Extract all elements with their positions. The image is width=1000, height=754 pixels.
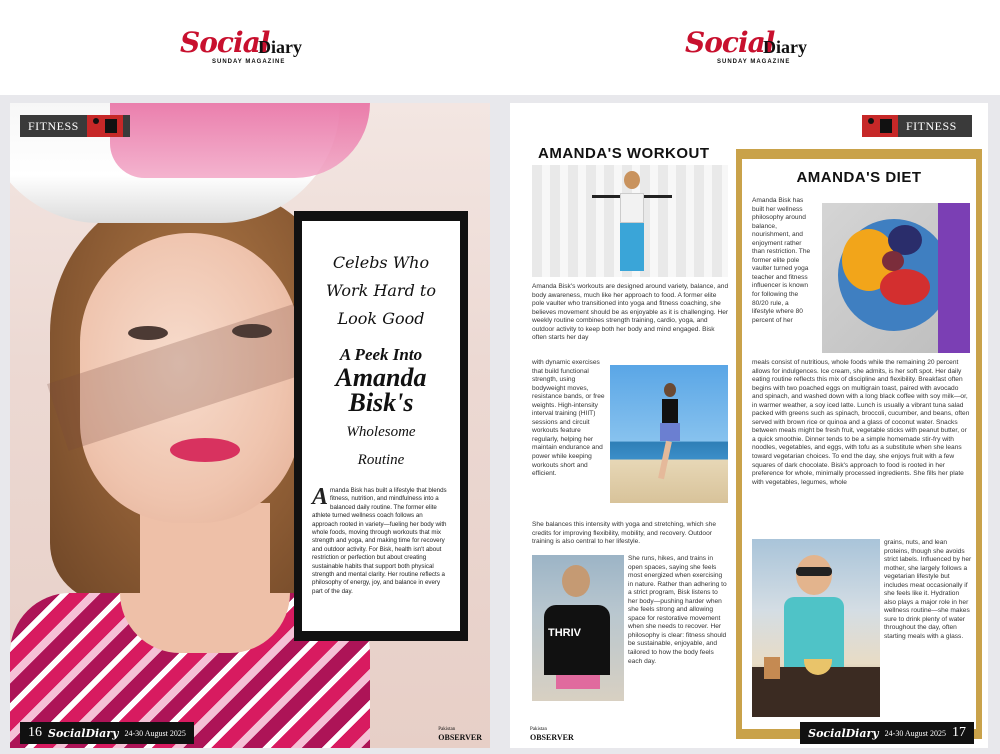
portrait-eye-left: [128, 326, 168, 340]
left-page: [10, 103, 490, 748]
script-title-2: Work Hard to: [326, 281, 436, 300]
name-heading-2: Bisk's: [348, 388, 414, 417]
logo-subtitle: SUNDAY MAGAZINE: [212, 59, 286, 65]
photo-smoothie-bowl: [822, 203, 970, 353]
diet-heading: AMANDA'S DIET: [796, 169, 922, 186]
photo-thrive-shirt: [532, 555, 624, 701]
logo-social: Social: [180, 26, 270, 59]
fitness-figures-icon: [862, 115, 898, 137]
script-title-3: Look Good: [337, 309, 425, 328]
name-heading-1: Amanda: [335, 363, 427, 392]
person-shorts: [556, 675, 600, 689]
section-label: FITNESS: [906, 118, 957, 133]
right-page: [510, 103, 988, 748]
logo-diary: Diary: [258, 37, 302, 57]
photo-beach-jump: [610, 365, 728, 503]
folio-brand: SocialDiary: [48, 726, 119, 740]
folio-left: [20, 722, 194, 744]
section-tag-fitness: [20, 115, 130, 137]
lead-paragraph: [302, 484, 460, 596]
publisher-mark: [530, 726, 574, 742]
portrait-eye-right: [232, 324, 272, 338]
publisher-small: Pakistan: [530, 727, 547, 732]
publisher-mark: [438, 726, 482, 742]
subtitle-1: Wholesome: [346, 424, 416, 440]
page-number: 16: [28, 725, 42, 740]
sunglasses: [796, 567, 832, 576]
logo-subtitle: SUNDAY MAGAZINE: [717, 59, 791, 65]
workout-paragraph-2: with dynamic exercises that build functional strength, using bodyweight moves, resistance bands, or free weights. High-intensity interval training (HIIT) sessions and circuit workouts feature regularly, helping her maintain endurance and power while keeping workouts short and efficient.: [532, 359, 605, 478]
jumping-figure: [654, 383, 686, 479]
logo-diary: Diary: [763, 37, 807, 57]
workout-paragraph-1: Amanda Bisk's workouts are designed around variety, balance, and body awareness, much like her approach to food. A former elite pole vaulter who transitioned into yoga and fitness coaching, she believes movement should be as enjoyable as it is challenging. Her weekly routine combines strength training, cardio, yoga, and outdoor activity to keep both her body and mind engaged. Bisk often starts her day: [532, 283, 729, 342]
social-diary-logo-right: [685, 26, 825, 66]
workout-heading: AMANDA'S WORKOUT: [538, 145, 710, 162]
diet-sidebar: [736, 149, 982, 739]
section-tag-fitness: [862, 115, 972, 137]
publisher-small: Pakistan: [438, 727, 456, 732]
title-card: [294, 211, 468, 641]
workout-paragraph-3: She balances this intensity with yoga and stretching, which she credits for improving flexibility, mobility, and recovery. Outdoor training is also central to her lifestyle.: [532, 521, 716, 546]
page-number: 17: [952, 725, 966, 740]
script-title-1: Celebs Who: [332, 253, 430, 272]
subtitle-2: Routine: [357, 452, 405, 468]
person-shirt: [544, 605, 610, 675]
lead-text: manda Bisk has built a lifestyle that blends fitness, nutrition, and mindfulness into a balanced daily routine. The former elite athlete turned wellness coach follows an approach rooted in variety—fueling her body with whole foods, moving through workouts that mix strength and yoga, and making time for recovery and outdoor activity. For Bisk, health isn't about restriction or perfection but about creating sustainable habits that support both physical strength and mental clarity. Her routine reflects a philosophy of energy, joy, and balance in every part of the day.: [312, 487, 447, 595]
folio-brand: SocialDiary: [808, 726, 879, 740]
person-head: [562, 565, 590, 597]
fig-fruit: [882, 251, 904, 271]
title-card-inner: [302, 221, 460, 631]
folio-date: 24-30 August 2025: [884, 728, 946, 738]
diet-paragraph-1: Amanda Bisk has built her wellness philosophy around balance, nourishment, and enjoyment rather than restriction. The former elite pole vaulter turned yoga teacher and fitness influencer is known for following the 80/20 rule, a lifestyle where 80 percent of her: [752, 197, 811, 324]
sleeve: [938, 203, 970, 353]
person-top: [784, 597, 844, 667]
logo-social: Social: [685, 26, 775, 59]
diet-paragraph-2: meals consist of nutritious, whole foods while the remaining 20 percent allows for indulgences. Ice cream, she admits, is her soft spot. Her daily eating routine reflects this mix of discipline and flexibility. Breakfast often begins with two poached eggs on multigrain toast, paired with avocado and spinach, and washed down with a long black coffee with soy milk—or, in warmer weather, a soy iced latte. Lunch is usually a vibrant tuna salad packed with greens such as spinach, broccoli, cucumber, and beans, often served with brown rice or quinoa and a glass of coconut water. Snacks between meals might be fresh fruit, vegetable sticks with peanut butter, or a quick smoothie. Dinner tends to be a simple homemade stir-fry with noodles, vegetables, and eggs, with tofu as a substitute when she leans toward vegetarian choices. To end the day, she enjoys fruit with a few squares of dark chocolate. Bisk's approach to food is rooted in her preference for whole, minimally processed ingredients. She fills her plate with vegetables, legumes, whole: [752, 359, 970, 486]
photo-resistance-band: [532, 165, 728, 277]
diet-paragraph-3: grains, nuts, and lean proteins, though she avoids strict labels. Influenced by her mother, she largely follows a vegetarian lifestyle but includes meat occasionally if she feels like it. Hydration also plays a major role in her wellness routine—she makes sure to drink plenty of water throughout the day, often starting meals with a glass.: [884, 539, 972, 641]
workout-paragraph-4: She runs, hikes, and trains in open spaces, saying she feels most energized when exercising in nature. Rather than adhering to a strict program, Bisk listens to her body—pushing harder when she feels strong and allowing space for restorative movement when she needs to recover. Her philosophy is clear: fitness should be sustainable, enjoyable, and tailored to how the body feels each day.: [628, 555, 727, 665]
drop-cap: A: [312, 484, 329, 510]
publisher-name: OBSERVER: [530, 733, 574, 742]
fitness-figures-icon: [87, 115, 123, 137]
folio-right: [800, 722, 974, 744]
portrait-visor-tint: [110, 103, 370, 178]
photo-cafe: [752, 539, 880, 717]
shirt-text: THRIV: [548, 627, 581, 639]
raspberries: [880, 269, 930, 305]
social-diary-logo-left: [180, 26, 320, 66]
portrait-lips: [170, 438, 240, 462]
coffee-cup: [764, 657, 780, 679]
diet-sidebar-inner: [742, 159, 976, 729]
publisher-name: OBSERVER: [438, 733, 482, 742]
folio-date: 24-30 August 2025: [124, 728, 186, 738]
peek-heading: A Peek Into: [339, 345, 423, 364]
athlete-figure: [614, 171, 650, 271]
masthead: [0, 0, 1000, 95]
section-label: FITNESS: [28, 118, 79, 133]
